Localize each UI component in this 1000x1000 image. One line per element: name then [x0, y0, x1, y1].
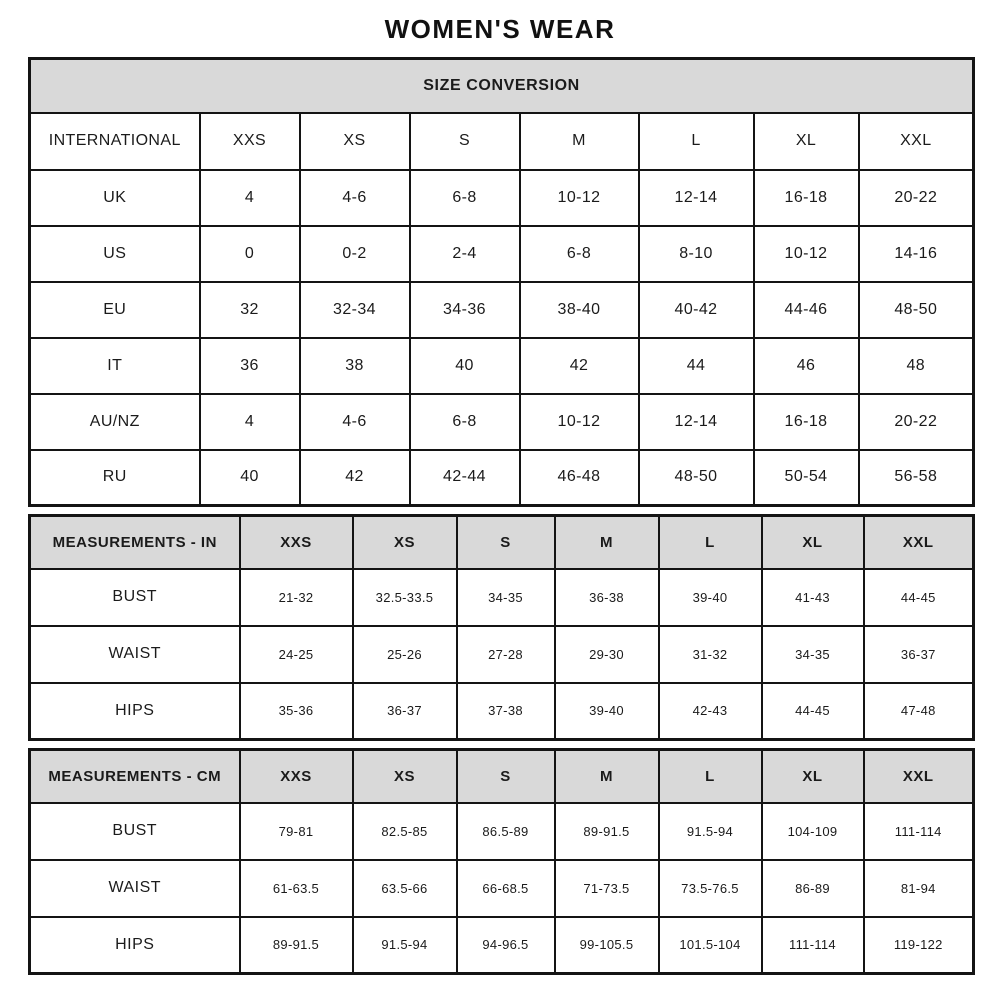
- column-header: XS: [300, 113, 410, 170]
- measurement-value-cell: 89-91.5: [240, 917, 353, 974]
- row-label: BUST: [30, 803, 240, 860]
- size-value-cell: 6-8: [410, 170, 520, 226]
- measurement-value-cell: 32.5-33.5: [353, 569, 457, 626]
- size-conversion-table: [28, 57, 975, 507]
- size-value-cell: 42-44: [410, 450, 520, 506]
- measurement-value-cell: 111-114: [864, 803, 974, 860]
- size-value-cell: 16-18: [754, 394, 859, 450]
- size-value-cell: 44-46: [754, 282, 859, 338]
- size-value-cell: 48: [859, 338, 974, 394]
- table-row: [30, 394, 974, 450]
- size-value-cell: 0-2: [300, 226, 410, 282]
- column-header: XXS: [240, 750, 353, 803]
- column-header: XL: [754, 113, 859, 170]
- table-row: [30, 917, 974, 974]
- table-row: [30, 569, 974, 626]
- measurement-value-cell: 34-35: [762, 626, 864, 683]
- table-row: [30, 170, 974, 226]
- size-value-cell: 32: [200, 282, 300, 338]
- page-title: WOMEN'S WEAR: [384, 14, 616, 44]
- column-header: M: [555, 750, 659, 803]
- measurement-value-cell: 99-105.5: [555, 917, 659, 974]
- measurement-value-cell: 91.5-94: [353, 917, 457, 974]
- table-row: [30, 626, 974, 683]
- measurement-value-cell: 79-81: [240, 803, 353, 860]
- size-value-cell: 16-18: [754, 170, 859, 226]
- size-value-cell: 4-6: [300, 170, 410, 226]
- column-header: XXL: [864, 516, 974, 569]
- size-value-cell: 20-22: [859, 170, 974, 226]
- row-label: HIPS: [30, 917, 240, 974]
- row-label: BUST: [30, 569, 240, 626]
- size-value-cell: 14-16: [859, 226, 974, 282]
- column-header: XS: [353, 750, 457, 803]
- column-header: S: [410, 113, 520, 170]
- size-value-cell: 46: [754, 338, 859, 394]
- table-row: [30, 803, 974, 860]
- size-value-cell: 4: [200, 170, 300, 226]
- measurement-value-cell: 66-68.5: [457, 860, 555, 917]
- measurement-value-cell: 29-30: [555, 626, 659, 683]
- measurement-value-cell: 71-73.5: [555, 860, 659, 917]
- column-header-international: INTERNATIONAL: [30, 113, 200, 170]
- measurement-value-cell: 27-28: [457, 626, 555, 683]
- measurement-value-cell: 61-63.5: [240, 860, 353, 917]
- size-value-cell: 6-8: [410, 394, 520, 450]
- measurement-value-cell: 82.5-85: [353, 803, 457, 860]
- column-header: S: [457, 750, 555, 803]
- table-row: [30, 683, 974, 740]
- size-value-cell: 40-42: [639, 282, 754, 338]
- table-row: [30, 59, 974, 113]
- measurement-value-cell: 91.5-94: [659, 803, 762, 860]
- column-header: XL: [762, 750, 864, 803]
- measurement-value-cell: 42-43: [659, 683, 762, 740]
- measurement-value-cell: 86.5-89: [457, 803, 555, 860]
- column-header: XXS: [200, 113, 300, 170]
- measurement-value-cell: 25-26: [353, 626, 457, 683]
- column-header: XL: [762, 516, 864, 569]
- measurement-value-cell: 94-96.5: [457, 917, 555, 974]
- measurements-cm-header: MEASUREMENTS - CM: [30, 750, 240, 803]
- column-header: M: [555, 516, 659, 569]
- measurement-value-cell: 36-37: [353, 683, 457, 740]
- table-row: [30, 226, 974, 282]
- row-label: IT: [30, 338, 200, 394]
- measurement-value-cell: 36-37: [864, 626, 974, 683]
- size-value-cell: 36: [200, 338, 300, 394]
- measurement-value-cell: 104-109: [762, 803, 864, 860]
- measurement-value-cell: 34-35: [457, 569, 555, 626]
- measurement-value-cell: 63.5-66: [353, 860, 457, 917]
- table-row: [30, 750, 974, 803]
- column-header: S: [457, 516, 555, 569]
- column-header: XXS: [240, 516, 353, 569]
- size-value-cell: 4: [200, 394, 300, 450]
- table-row: [30, 860, 974, 917]
- column-header: M: [520, 113, 639, 170]
- size-value-cell: 2-4: [410, 226, 520, 282]
- size-value-cell: 56-58: [859, 450, 974, 506]
- size-value-cell: 10-12: [520, 394, 639, 450]
- size-value-cell: 4-6: [300, 394, 410, 450]
- row-label: EU: [30, 282, 200, 338]
- size-value-cell: 10-12: [520, 170, 639, 226]
- measurement-value-cell: 73.5-76.5: [659, 860, 762, 917]
- measurement-value-cell: 31-32: [659, 626, 762, 683]
- row-label: WAIST: [30, 860, 240, 917]
- measurement-value-cell: 111-114: [762, 917, 864, 974]
- size-value-cell: 38-40: [520, 282, 639, 338]
- size-value-cell: 42: [520, 338, 639, 394]
- row-label: US: [30, 226, 200, 282]
- size-value-cell: 10-12: [754, 226, 859, 282]
- measurements-cm-table: [28, 748, 975, 975]
- column-header: XXL: [864, 750, 974, 803]
- measurement-value-cell: 81-94: [864, 860, 974, 917]
- table-row: [30, 450, 974, 506]
- size-value-cell: 48-50: [639, 450, 754, 506]
- measurement-value-cell: 101.5-104: [659, 917, 762, 974]
- row-label: RU: [30, 450, 200, 506]
- measurement-value-cell: 119-122: [864, 917, 974, 974]
- size-value-cell: 40: [410, 338, 520, 394]
- measurement-value-cell: 36-38: [555, 569, 659, 626]
- size-value-cell: 12-14: [639, 170, 754, 226]
- measurement-value-cell: 21-32: [240, 569, 353, 626]
- size-value-cell: 38: [300, 338, 410, 394]
- measurement-value-cell: 47-48: [864, 683, 974, 740]
- size-value-cell: 34-36: [410, 282, 520, 338]
- size-value-cell: 8-10: [639, 226, 754, 282]
- size-value-cell: 6-8: [520, 226, 639, 282]
- table-row: [30, 113, 974, 170]
- size-value-cell: 46-48: [520, 450, 639, 506]
- measurements-in-header: MEASUREMENTS - IN: [30, 516, 240, 569]
- row-label: UK: [30, 170, 200, 226]
- size-value-cell: 40: [200, 450, 300, 506]
- column-header: XXL: [859, 113, 974, 170]
- measurement-value-cell: 89-91.5: [555, 803, 659, 860]
- size-value-cell: 50-54: [754, 450, 859, 506]
- column-header: L: [659, 516, 762, 569]
- table-row: [30, 516, 974, 569]
- measurement-value-cell: 37-38: [457, 683, 555, 740]
- size-conversion-header: SIZE CONVERSION: [30, 59, 974, 113]
- measurement-value-cell: 39-40: [659, 569, 762, 626]
- measurement-value-cell: 24-25: [240, 626, 353, 683]
- measurement-value-cell: 44-45: [864, 569, 974, 626]
- measurement-value-cell: 86-89: [762, 860, 864, 917]
- measurement-value-cell: 39-40: [555, 683, 659, 740]
- table-row: [30, 282, 974, 338]
- measurement-value-cell: 44-45: [762, 683, 864, 740]
- size-value-cell: 20-22: [859, 394, 974, 450]
- size-value-cell: 48-50: [859, 282, 974, 338]
- size-value-cell: 44: [639, 338, 754, 394]
- row-label: HIPS: [30, 683, 240, 740]
- measurement-value-cell: 35-36: [240, 683, 353, 740]
- size-value-cell: 0: [200, 226, 300, 282]
- size-value-cell: 32-34: [300, 282, 410, 338]
- table-row: [30, 338, 974, 394]
- measurement-value-cell: 41-43: [762, 569, 864, 626]
- column-header: XS: [353, 516, 457, 569]
- column-header: L: [659, 750, 762, 803]
- size-value-cell: 42: [300, 450, 410, 506]
- measurements-in-table: [28, 514, 975, 741]
- column-header: L: [639, 113, 754, 170]
- size-value-cell: 12-14: [639, 394, 754, 450]
- row-label: WAIST: [30, 626, 240, 683]
- row-label: AU/NZ: [30, 394, 200, 450]
